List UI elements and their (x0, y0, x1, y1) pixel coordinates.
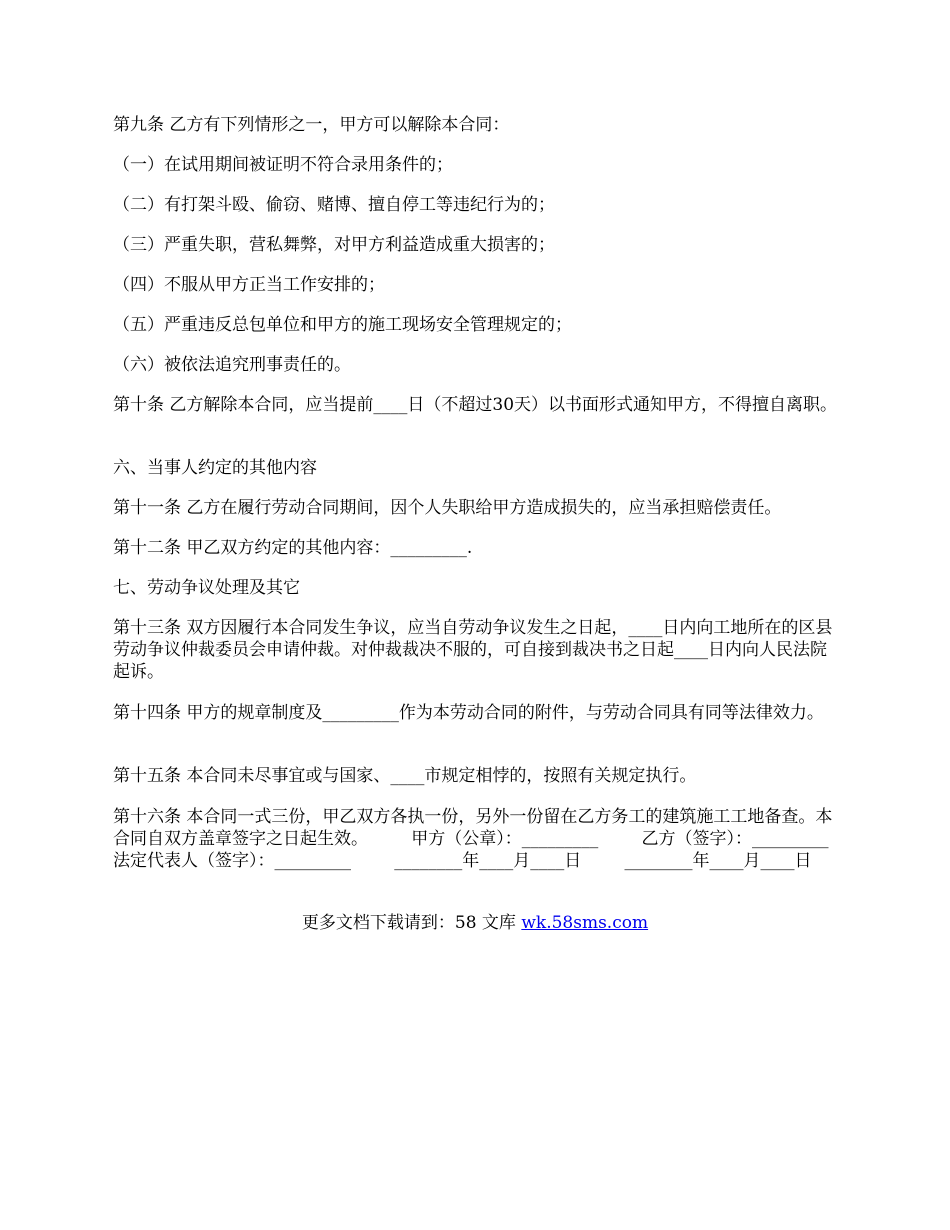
clause-9-6: （六）被依法追究刑事责任的。 (113, 355, 351, 375)
article-16-signatures: 第十六条 本合同一式三份，甲乙双方各执一份，另外一份留在乙方务工的建筑施工工地备查。本合同自双方盖章签字之日起生效。 甲方（公章）：_________ 乙方（签字）：_________ 法定代表人（签字）：_________ ________年____月____日 ________年____月____日 (113, 807, 872, 871)
article-9-heading: 第九条 乙方有下列情形之一，甲方可以解除本合同： (113, 115, 510, 135)
section-6-heading: 六、当事人约定的其他内容 (113, 458, 317, 478)
section-7-heading: 七、劳动争议处理及其它 (113, 578, 300, 598)
article-13: 第十三条 双方因履行本合同发生争议，应当自劳动争议发生之日起，____日内向工地所在的区县劳动争议仲裁委员会申请仲裁。对仲裁裁决不服的，可自接到裁决书之日起____日内向人民法院起诉。 (113, 618, 833, 682)
article-11: 第十一条 乙方在履行劳动合同期间，因个人失职给甲方造成损失的，应当承担赔偿责任。 (113, 498, 782, 518)
footer-link[interactable]: wk.58sms.com (521, 913, 649, 933)
footer-text: 更多文档下载请到：58 文库 (301, 913, 522, 933)
clause-9-1: （一）在试用期间被证明不符合录用条件的； (113, 155, 453, 175)
clause-9-2: （二）有打架斗殴、偷窃、赌博、擅自停工等违纪行为的； (113, 195, 555, 215)
article-10: 第十条 乙方解除本合同，应当提前____日（不超过30天）以书面形式通知甲方，不得擅自离职。 (113, 395, 838, 415)
article-15: 第十五条 本合同未尽事宜或与国家、____市规定相悖的，按照有关规定执行。 (113, 766, 697, 786)
download-footer (0, 912, 950, 934)
clause-9-5: （五）严重违反总包单位和甲方的施工现场安全管理规定的； (113, 315, 572, 335)
clause-9-3: （三）严重失职，营私舞弊，对甲方利益造成重大损害的； (113, 235, 555, 255)
article-12: 第十二条 甲乙双方约定的其他内容：_________. (113, 538, 473, 558)
article-14: 第十四条 甲方的规章制度及_________作为本劳动合同的附件，与劳动合同具有同等法律效力。 (113, 703, 824, 723)
clause-9-4: （四）不服从甲方正当工作安排的； (113, 275, 385, 295)
